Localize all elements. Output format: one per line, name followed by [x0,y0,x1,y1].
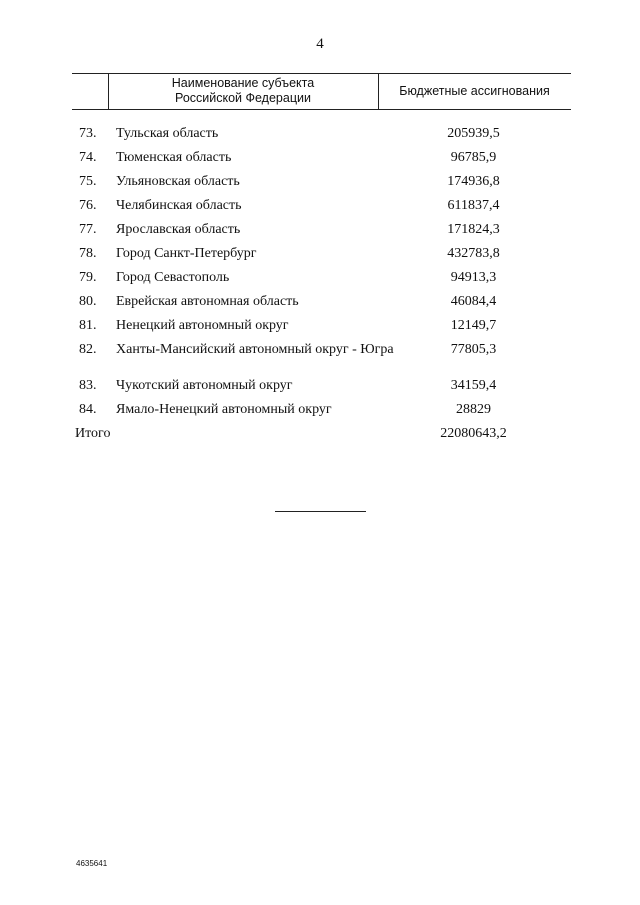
row-number: 77. [79,222,97,237]
row-number: 78. [79,246,97,261]
region-name: Ямало-Ненецкий автономный округ [116,402,332,417]
row-number: 75. [79,174,97,189]
budget-value: 94913,3 [450,270,497,285]
budget-value: 34159,4 [450,378,497,393]
budget-value: 28829 [456,402,491,417]
region-name: Город Санкт-Петербург [116,246,257,261]
column-header-budget: Бюджетные ассигнования [399,84,550,98]
column-header-name [108,76,378,106]
region-name: Ярославская область [116,222,241,237]
column-header-name-line1: Наименование субъекта [171,76,315,90]
table-row [0,270,640,294]
table-body [0,126,640,450]
end-of-table-line [275,511,366,512]
row-number: 82. [79,342,97,357]
region-name: Город Севастополь [116,270,230,285]
total-value: 22080643,2 [440,426,507,441]
total-row [0,426,640,450]
table-row [0,126,640,150]
total-label: Итого [75,426,111,441]
budget-value: 174936,8 [447,174,500,189]
table-row [0,294,640,318]
row-number: 83. [79,378,97,393]
region-name: Ханты-Мансийский автономный округ - Югра [116,342,394,357]
region-name: Тульская область [116,126,219,141]
row-number: 73. [79,126,97,141]
budget-value: 77805,3 [450,342,497,357]
table-row [0,342,640,378]
table-row [0,402,640,426]
table-row [0,150,640,174]
region-name: Челябинская область [116,198,242,213]
region-name: Ульяновская область [116,174,240,189]
region-name: Ненецкий автономный округ [116,318,289,333]
region-name: Чукотский автономный округ [116,378,293,393]
region-name: Тюменская область [116,150,232,165]
row-number: 74. [79,150,97,165]
table-header [72,73,571,110]
table-row [0,174,640,198]
table-row [0,222,640,246]
budget-value: 432783,8 [447,246,500,261]
table-row [0,378,640,402]
budget-value: 96785,9 [450,150,497,165]
row-number: 76. [79,198,97,213]
table-row [0,246,640,270]
budget-value: 46084,4 [450,294,497,309]
table-row [0,318,640,342]
row-number: 79. [79,270,97,285]
row-number: 81. [79,318,97,333]
budget-value: 205939,5 [447,126,500,141]
document-code: 4635641 [76,859,108,868]
table-row [0,198,640,222]
budget-value: 171824,3 [447,222,500,237]
region-name: Еврейская автономная область [116,294,299,309]
page-number: 4 [316,36,324,52]
row-number: 84. [79,402,97,417]
budget-value: 611837,4 [447,198,500,213]
column-header-name-line2: Российской Федерации [175,91,311,105]
budget-value: 12149,7 [450,318,497,333]
row-number: 80. [79,294,97,309]
